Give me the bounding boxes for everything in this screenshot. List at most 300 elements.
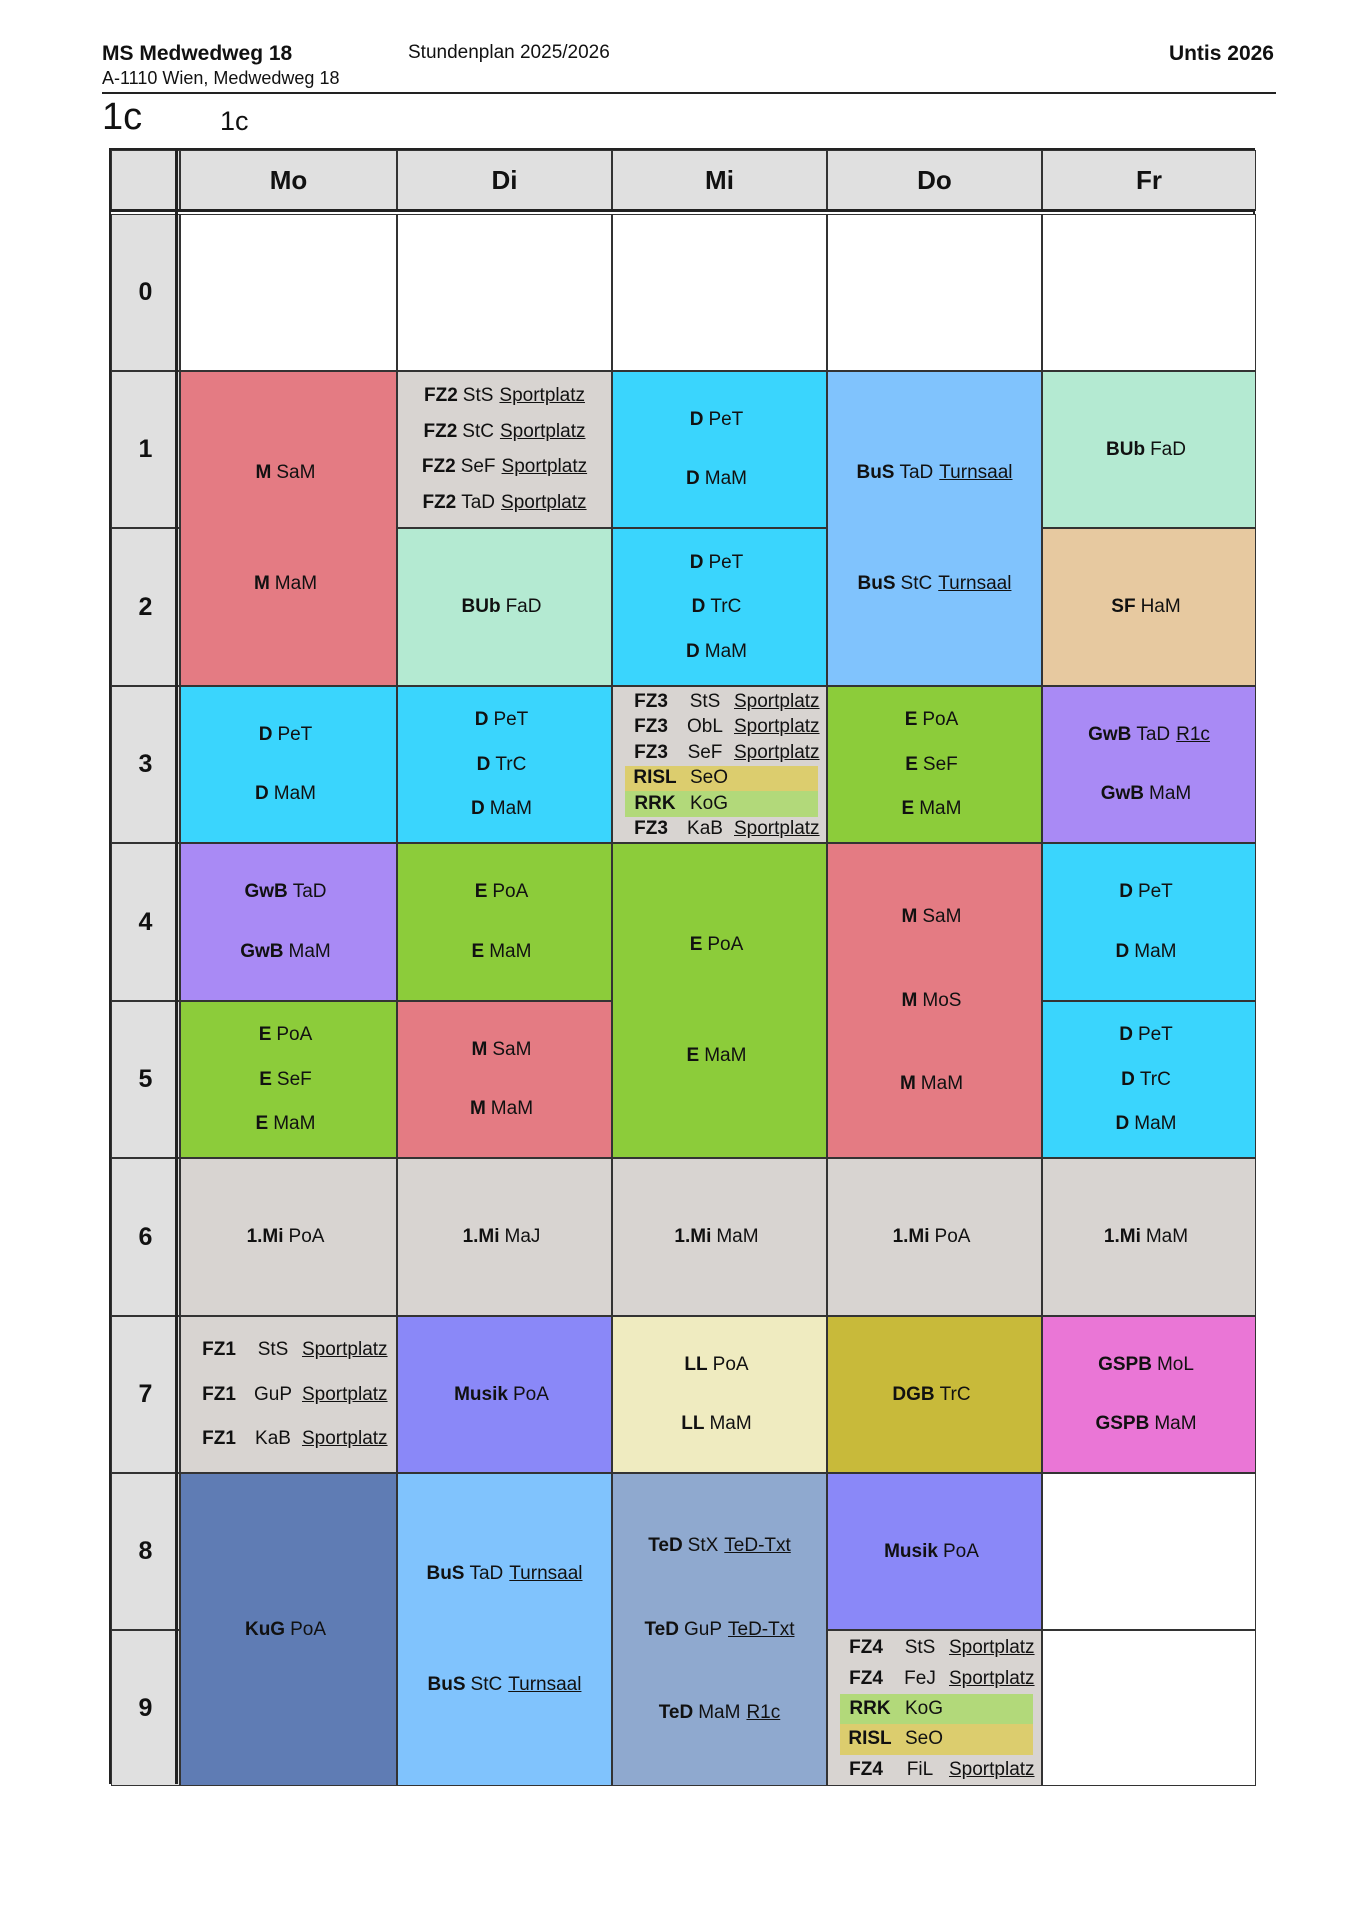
subject-code: GwB — [1100, 783, 1145, 804]
lesson-cell[interactable] — [397, 686, 612, 843]
lesson-cell[interactable] — [397, 371, 612, 528]
lesson-line — [244, 881, 332, 903]
lesson-line — [905, 754, 964, 776]
lesson-line — [1098, 1354, 1200, 1376]
subject-code: M — [899, 1073, 916, 1095]
lesson-line — [1106, 439, 1192, 461]
subject-code: M — [255, 461, 272, 483]
lesson-line-risl — [840, 1724, 1033, 1754]
empty-slot — [1042, 1630, 1256, 1786]
teacher-code: SeF — [687, 741, 723, 763]
lesson-line — [245, 1619, 332, 1641]
subject-code: E — [905, 753, 918, 775]
lesson-cell[interactable] — [612, 1158, 827, 1316]
teacher-code: MaM — [1134, 1112, 1177, 1134]
subject-code: D — [471, 797, 485, 819]
lesson-line — [471, 798, 538, 820]
period-header: 0 — [111, 214, 180, 371]
teacher-code: KoG — [689, 792, 729, 814]
teacher-code: GuP — [683, 1618, 722, 1640]
subject-code: LL — [684, 1354, 708, 1375]
teacher-code: MaM — [1145, 1226, 1189, 1247]
subject-code: D — [689, 551, 704, 573]
lesson-cell[interactable] — [180, 1001, 397, 1158]
lesson-line — [259, 1024, 319, 1046]
subject-code: E — [259, 1068, 272, 1090]
lesson-line — [686, 641, 753, 663]
lesson-cell[interactable] — [180, 1316, 397, 1473]
subject-code: D — [474, 709, 489, 731]
teacher-code: FaD — [505, 596, 542, 617]
teacher-code: SaM — [492, 1039, 532, 1060]
lesson-line — [625, 817, 818, 843]
lesson-line — [893, 1226, 977, 1248]
subject-code: D — [476, 753, 491, 775]
lesson-line — [858, 573, 1012, 595]
subject-code: BUb — [461, 596, 501, 617]
subject-code: D — [255, 783, 269, 804]
subject-code: D — [691, 596, 706, 617]
lesson-line — [193, 1339, 388, 1361]
subject-code: Musik — [884, 1540, 938, 1562]
period-header: 3 — [111, 686, 180, 843]
period-header: 4 — [111, 843, 180, 1001]
teacher-code: PoA — [922, 709, 959, 731]
subject-code: DGB — [892, 1383, 935, 1405]
teacher-code: SeF — [922, 753, 958, 775]
subject-code: M — [901, 905, 918, 927]
header-rule — [102, 92, 1276, 94]
teacher-code: MoL — [1156, 1354, 1194, 1375]
subject-code: E — [471, 940, 485, 962]
room-link[interactable]: Sportplatz — [734, 716, 820, 738]
teacher-code: MaM — [919, 797, 962, 819]
subject-code: D — [1121, 1068, 1135, 1090]
lesson-cell[interactable] — [1042, 371, 1256, 528]
lesson-cell[interactable] — [397, 1316, 612, 1473]
lesson-line-risl — [625, 766, 818, 792]
subject-code: FZ2 — [423, 420, 458, 442]
lesson-line — [256, 462, 322, 484]
lesson-cell[interactable] — [397, 1001, 612, 1158]
lesson-line-rrk — [625, 791, 818, 817]
subject-code: RISL — [633, 767, 677, 789]
lesson-line — [426, 1563, 582, 1585]
lesson-line — [463, 1226, 547, 1248]
subject-code: FZ1 — [202, 1427, 236, 1449]
lesson-line — [648, 1535, 791, 1557]
lesson-line — [254, 573, 323, 595]
lesson-line — [856, 462, 1012, 484]
day-header: Mo — [180, 150, 397, 211]
lesson-cell[interactable] — [397, 843, 612, 1001]
lesson-line — [625, 715, 818, 741]
lesson-line — [900, 1073, 969, 1095]
lesson-cell[interactable] — [612, 1473, 827, 1786]
subject-code: FZ3 — [634, 741, 668, 763]
lesson-line — [475, 709, 535, 731]
lesson-cell[interactable] — [827, 1473, 1042, 1630]
subject-code: D — [686, 640, 700, 662]
lesson-cell[interactable] — [827, 686, 1042, 843]
teacher-code: PoA — [290, 1618, 327, 1640]
lesson-cell[interactable] — [1042, 1001, 1256, 1158]
room-link[interactable]: Sportplatz — [302, 1427, 388, 1449]
teacher-code: GuP — [253, 1383, 293, 1405]
lesson-line — [472, 1039, 538, 1061]
subject-code: D — [1119, 1024, 1133, 1046]
subject-code: TeD — [644, 1618, 679, 1640]
lesson-line — [1095, 1413, 1202, 1435]
empty-slot — [180, 214, 397, 371]
teacher-code: PoA — [276, 1024, 313, 1046]
teacher-code: MaM — [704, 640, 747, 662]
subject-code: GwB — [240, 940, 284, 962]
teacher-code: PoA — [288, 1226, 325, 1247]
teacher-code: SeO — [904, 1728, 944, 1750]
room-link[interactable]: Turnsaal — [938, 573, 1012, 595]
timetable-grid — [109, 148, 1255, 1784]
teacher-code: StX — [687, 1535, 719, 1557]
room-link[interactable]: Sportplatz — [734, 690, 820, 712]
lesson-cell[interactable] — [180, 371, 397, 686]
lesson-line — [659, 1702, 781, 1724]
lesson-line — [625, 689, 818, 715]
lesson-line — [892, 1384, 976, 1406]
empty-slot — [1042, 1473, 1256, 1630]
day-header: Mi — [612, 150, 827, 211]
subject-code: GwB — [244, 881, 288, 903]
subject-code: FZ2 — [422, 491, 457, 513]
teacher-code: PeT — [708, 551, 744, 573]
subject-code: M — [253, 573, 270, 595]
subject-code: D — [258, 724, 273, 745]
lesson-line — [462, 596, 548, 618]
empty-slot — [827, 214, 1042, 371]
lesson-cell[interactable] — [827, 1630, 1042, 1786]
period-header: 5 — [111, 1001, 180, 1158]
lesson-cell[interactable] — [180, 1473, 397, 1786]
subject-code: FZ4 — [849, 1758, 883, 1780]
subject-code: BuS — [856, 461, 895, 483]
teacher-code: MaM — [1154, 1413, 1197, 1434]
teacher-code: TaD — [292, 881, 327, 903]
lesson-cell[interactable] — [827, 371, 1042, 686]
plan-title: Stundenplan 2025/2026 — [408, 42, 610, 63]
lesson-cell[interactable] — [612, 843, 827, 1158]
lesson-cell[interactable] — [827, 1158, 1042, 1316]
room-link[interactable]: Sportplatz — [949, 1758, 1035, 1780]
room-link[interactable]: Sportplatz — [302, 1339, 388, 1361]
lesson-cell[interactable] — [397, 1473, 612, 1786]
teacher-code: PoA — [942, 1540, 979, 1562]
teacher-code: MaM — [489, 797, 532, 819]
teacher-code: TrC — [939, 1383, 971, 1405]
room-link[interactable]: Turnsaal — [939, 461, 1013, 483]
teacher-code: PoA — [512, 1383, 549, 1405]
lesson-cell[interactable] — [1042, 686, 1256, 843]
teacher-code: MoS — [922, 989, 962, 1011]
teacher-code: SaM — [922, 905, 962, 927]
lesson-line — [674, 1226, 764, 1248]
room-link[interactable]: Sportplatz — [949, 1637, 1035, 1659]
lesson-line — [1121, 1069, 1177, 1091]
lesson-line — [692, 596, 748, 618]
period-header: 7 — [111, 1316, 180, 1473]
room-link[interactable]: R1c — [1176, 724, 1210, 745]
lesson-line — [470, 1098, 539, 1120]
lesson-line — [247, 1226, 331, 1248]
empty-slot — [1042, 214, 1256, 371]
room-link[interactable]: Sportplatz — [734, 818, 820, 840]
subject-code: D — [689, 409, 704, 430]
teacher-code: SaM — [276, 461, 316, 483]
room-link[interactable]: Sportplatz — [949, 1667, 1035, 1689]
lesson-line — [884, 1541, 985, 1563]
lesson-line — [1111, 596, 1186, 618]
room-link[interactable]: Turnsaal — [508, 1674, 582, 1695]
lesson-line — [259, 1069, 318, 1091]
lesson-line — [684, 1354, 754, 1376]
teacher-code: FaD — [1150, 438, 1186, 460]
subject-code: FZ3 — [634, 818, 668, 840]
class-subtitle: 1c — [220, 106, 249, 136]
subject-code: FZ3 — [634, 716, 668, 738]
lesson-line — [644, 1619, 794, 1641]
teacher-code: FeJ — [904, 1667, 936, 1689]
teacher-code: TrC — [710, 596, 742, 617]
teacher-code: StS — [257, 1339, 289, 1361]
teacher-code: KaB — [255, 1427, 291, 1449]
subject-code: RRK — [849, 1697, 891, 1719]
teacher-code: MaM — [490, 1098, 534, 1119]
subject-code: FZ1 — [202, 1339, 236, 1361]
teacher-code: PeT — [708, 409, 744, 430]
subject-code: M — [471, 1039, 488, 1060]
teacher-code: StC — [462, 420, 494, 442]
subject-code: E — [474, 881, 488, 903]
subject-code: BuS — [426, 1563, 465, 1584]
subject-code: FZ2 — [421, 456, 456, 478]
room-link[interactable]: R1c — [746, 1701, 781, 1723]
teacher-code: PoA — [934, 1226, 971, 1247]
teacher-code: FiL — [906, 1758, 934, 1780]
subject-code: E — [904, 709, 918, 731]
teacher-code: HaM — [1140, 596, 1181, 617]
empty-slot — [397, 214, 612, 371]
subject-code: GSPB — [1098, 1354, 1152, 1375]
teacher-code: MaM — [274, 573, 318, 595]
lesson-line — [690, 409, 750, 431]
lesson-line — [1088, 724, 1210, 746]
teacher-code: SeF — [460, 456, 496, 478]
lesson-line — [902, 990, 968, 1012]
lesson-line — [840, 1755, 1033, 1785]
teacher-code: MaM — [273, 783, 316, 804]
subject-code: D — [1119, 881, 1133, 903]
lesson-line — [193, 1428, 388, 1450]
lesson-cell[interactable] — [1042, 528, 1256, 686]
lesson-line — [256, 1113, 322, 1135]
subject-code: TeD — [658, 1701, 694, 1723]
subject-code: 1.Mi — [674, 1226, 712, 1247]
lesson-line — [905, 709, 965, 731]
lesson-line — [690, 934, 750, 956]
room-link[interactable]: TeD-Txt — [728, 1618, 795, 1640]
subject-code: GSPB — [1095, 1413, 1150, 1434]
teacher-code: SeO — [689, 767, 729, 789]
lesson-line — [424, 385, 585, 407]
subject-code: LL — [681, 1413, 705, 1434]
lesson-line — [475, 881, 535, 903]
lesson-line — [625, 740, 818, 766]
teacher-code: StC — [900, 573, 933, 595]
room-link[interactable]: Sportplatz — [302, 1383, 388, 1405]
subject-code: E — [689, 933, 703, 955]
room-link[interactable]: Sportplatz — [501, 491, 587, 513]
lesson-line — [240, 941, 337, 963]
teacher-code: PeT — [493, 709, 529, 731]
lesson-line — [1119, 881, 1179, 903]
lesson-line — [422, 456, 587, 478]
teacher-code: MaM — [716, 1226, 759, 1247]
lesson-line — [1104, 1226, 1194, 1248]
lesson-cell[interactable] — [1042, 1158, 1256, 1316]
room-link[interactable]: Sportplatz — [499, 420, 586, 442]
empty-slot — [612, 214, 827, 371]
lesson-line — [477, 754, 533, 776]
teacher-code: KoG — [904, 1697, 944, 1719]
subject-code: FZ4 — [849, 1637, 883, 1659]
teacher-code: TaD — [899, 461, 934, 483]
room-link[interactable]: Sportplatz — [499, 385, 585, 407]
school-name: MS Medwedweg 18 — [102, 42, 293, 65]
lesson-line — [193, 1384, 388, 1406]
lesson-line — [840, 1663, 1033, 1693]
subject-code: RRK — [634, 792, 676, 814]
subject-code: 1.Mi — [246, 1226, 284, 1247]
header-divider-horizontal — [109, 209, 1255, 212]
lesson-cell[interactable] — [397, 1158, 612, 1316]
subject-code: D — [1115, 940, 1130, 962]
room-link[interactable]: TeD-Txt — [724, 1535, 791, 1557]
lesson-line — [1116, 1113, 1183, 1135]
header-divider-vertical — [175, 148, 178, 1784]
lesson-cell[interactable] — [612, 528, 827, 686]
lesson-line — [423, 421, 585, 443]
teacher-code: MaM — [709, 1413, 752, 1434]
lesson-cell[interactable] — [397, 528, 612, 686]
lesson-cell[interactable] — [612, 1316, 827, 1473]
lesson-line — [902, 906, 968, 928]
subject-code: GwB — [1088, 724, 1132, 745]
subject-code: E — [258, 1024, 272, 1046]
teacher-code: MaM — [698, 1701, 741, 1723]
lesson-cell[interactable] — [827, 1316, 1042, 1473]
subject-code: 1.Mi — [1103, 1226, 1141, 1247]
lesson-cell[interactable] — [180, 686, 397, 843]
lesson-line — [840, 1633, 1033, 1663]
subject-code: FZ3 — [634, 690, 668, 712]
subject-code: D — [686, 468, 700, 489]
room-link[interactable]: Sportplatz — [501, 456, 588, 478]
corner-cell — [111, 150, 180, 211]
subject-code: TeD — [648, 1535, 683, 1557]
day-header: Di — [397, 150, 612, 211]
day-header: Do — [827, 150, 1042, 211]
lesson-line — [1101, 783, 1198, 805]
lesson-line — [259, 724, 319, 746]
teacher-code: KaB — [687, 818, 723, 840]
teacher-code: StS — [689, 690, 721, 712]
teacher-code: PeT — [1137, 1024, 1173, 1046]
subject-code: M — [901, 989, 918, 1011]
day-header: Fr — [1042, 150, 1256, 211]
period-header: 1 — [111, 371, 180, 528]
teacher-code: PoA — [712, 1354, 749, 1375]
subject-code: E — [255, 1112, 269, 1134]
subject-code: FZ4 — [849, 1667, 883, 1689]
teacher-code: MaM — [920, 1073, 964, 1095]
subject-code: 1.Mi — [462, 1226, 500, 1247]
subject-code: BuS — [427, 1674, 466, 1695]
lesson-line — [454, 1384, 555, 1406]
teacher-code: MaM — [288, 940, 331, 962]
school-address: A-1110 Wien, Medwedweg 18 — [102, 68, 340, 88]
lesson-line — [255, 783, 322, 805]
lesson-line — [1119, 1024, 1179, 1046]
teacher-code: TaD — [469, 1563, 504, 1584]
room-link[interactable]: Sportplatz — [734, 741, 820, 763]
class-title: 1c — [102, 96, 143, 138]
teacher-code: PoA — [707, 933, 744, 955]
subject-code: FZ2 — [424, 385, 458, 407]
lesson-cell[interactable] — [180, 843, 397, 1001]
teacher-code: MaM — [273, 1112, 316, 1134]
subject-code: 1.Mi — [892, 1226, 930, 1247]
teacher-code: StS — [462, 385, 494, 407]
lesson-cell[interactable] — [180, 1158, 397, 1316]
lesson-line — [902, 798, 968, 820]
teacher-code: MaM — [1149, 783, 1192, 804]
lesson-cell[interactable] — [827, 843, 1042, 1158]
teacher-code: MaM — [704, 1045, 747, 1067]
period-header: 6 — [111, 1158, 180, 1316]
subject-code: BUb — [1106, 438, 1146, 460]
lesson-cell[interactable] — [1042, 843, 1256, 1001]
lesson-line — [681, 1413, 757, 1435]
teacher-code: PeT — [1137, 881, 1173, 903]
teacher-code: TaD — [461, 491, 496, 513]
subject-code: D — [1115, 1112, 1130, 1134]
room-link[interactable]: Turnsaal — [509, 1563, 583, 1584]
lesson-line-rrk — [840, 1694, 1033, 1724]
lesson-cell[interactable] — [612, 371, 827, 528]
subject-code: Musik — [454, 1383, 508, 1405]
lesson-line — [428, 1674, 582, 1696]
lesson-line — [686, 468, 753, 490]
lesson-line — [687, 1045, 753, 1067]
subject-code: FZ1 — [202, 1383, 236, 1405]
teacher-code: SeF — [276, 1068, 312, 1090]
lesson-cell[interactable] — [1042, 1316, 1256, 1473]
lesson-line — [1116, 941, 1183, 963]
teacher-code: MaM — [489, 940, 532, 962]
teacher-code: MaM — [1134, 940, 1177, 962]
lesson-cell[interactable] — [612, 686, 827, 843]
teacher-code: MaJ — [504, 1226, 541, 1247]
period-header: 9 — [111, 1630, 180, 1786]
